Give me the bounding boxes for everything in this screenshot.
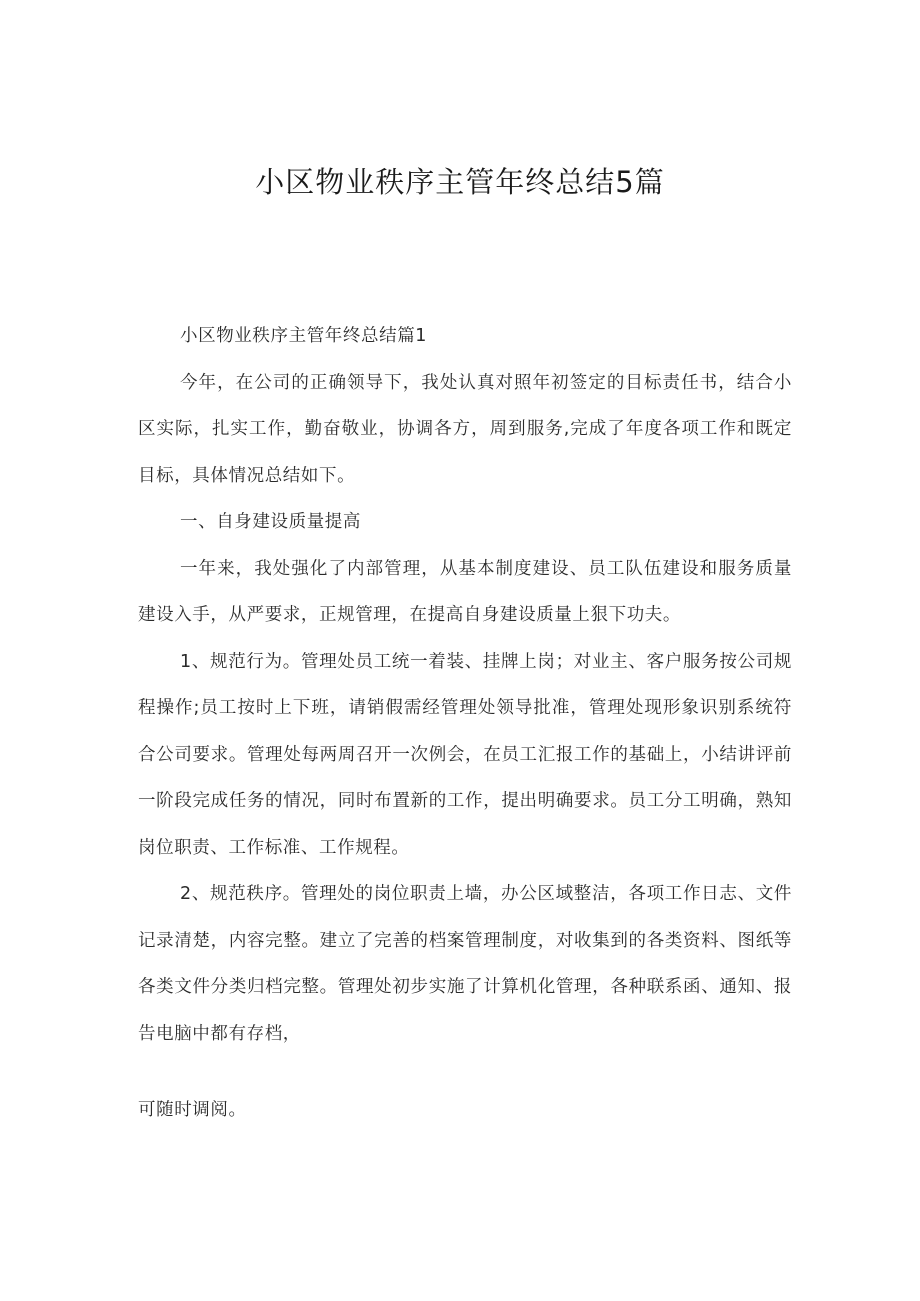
body-paragraph: 2、规范秩序。管理处的岗位职责上墙，办公区域整洁，各项工作日志、文件记录清楚，内容完整。建立了完善的档案管理制度，对收集到的各类资料、图纸等各类文件分类归档完整。管理处初步实施了计算机化管理，各种联系函、通知、报告电脑中都有存档， [138, 884, 792, 1044]
document-title: 小区物业秩序主管年终总结5篇 [255, 165, 665, 199]
body-paragraph: 一年来，我处强化了内部管理，从基本制度建设、员工队伍建设和服务质量建设入手，从严要求，正规管理，在提高自身建设质量上狠下功夫。 [138, 558, 792, 625]
document-body [138, 313, 792, 1134]
subsection-heading: 一、自身建设质量提高 [180, 512, 361, 532]
body-paragraph-continuation: 可随时调阅。 [138, 1100, 247, 1120]
body-paragraph: 1、规范行为。管理处员工统一着装、挂牌上岗；对业主、客户服务按公司规程操作;员工按时上下班，请销假需经管理处领导批准，管理处现形象识别系统符合公司要求。管理处每两周召开一次例会，在员工汇报工作的基础上，小结讲评前一阶段完成任务的情况，同时布置新的工作，提出明确要求。员工分工明确，熟知岗位职责、工作标准、工作规程。 [138, 651, 792, 858]
section-heading: 小区物业秩序主管年终总结篇1 [180, 326, 428, 346]
intro-paragraph: 今年，在公司的正确领导下，我处认真对照年初签定的目标责任书，结合小区实际，扎实工作，勤奋敬业，协调各方，周到服务,完成了年度各项工作和既定目标，具体情况总结如下。 [138, 372, 792, 486]
